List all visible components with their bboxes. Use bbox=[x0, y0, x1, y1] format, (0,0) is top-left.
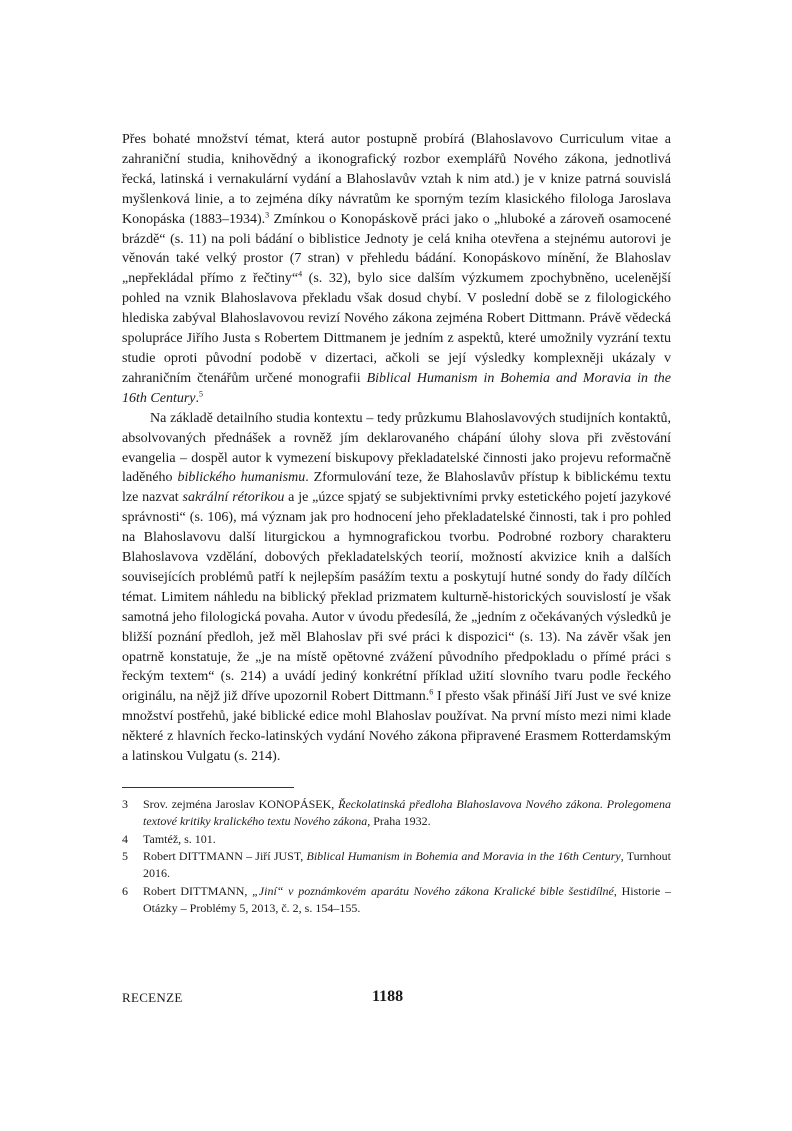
book-title: Biblical Humanism in Bohemia and Moravia in the 16th Century bbox=[122, 370, 672, 406]
section-label: RECENZE bbox=[122, 990, 183, 1005]
footnote-text: Robert DITTMANN – Jiří JUST, Biblical Humanism in Bohemia and Moravia in the 16th Century, Turnhout 2016. bbox=[143, 849, 671, 881]
text-run: Na základě detailního studia kontextu – tedy průzkumu Blahoslavových studijních kontaktů, absolvovaných přednášek a rovněž jím deklarovaného chápání úlohy slova při zvěstování evangelia – dospěl autor k vymezení biskupovy překladatelské činnosti jako projevu reformačně laděného bbox=[122, 410, 671, 486]
footnote-number: 4 bbox=[122, 831, 128, 846]
text-run: . Zformulování teze, že Blahoslavův přístup k biblickému textu lze nazvat bbox=[122, 470, 671, 506]
text-run: (s. 32), bylo sice dalším výzkumem zpochybněno, ucelenější pohled na vznik Blahoslavova překladu však dosud chybí. V poslední době se z filologického hlediska zabýval Blahoslavovou revizí Nového zákona zejména Robert Dittmann. Právě vědecká spolupráce Jiřího Justa s Robertem Dittmanem je jedním z aspektů, které umožnily vyzrání textu studie oproti původní podobě v dizertaci, ačkoli se její výsledky komplexněji ukázaly v zahraničním čtenářům určené monografii bbox=[122, 271, 671, 386]
text-run: I přesto však přináší Jiří Just ve své knize množství postřehů, jaké biblické edice mohl Blahoslav používat. Na první místo mezi nimi klade některé z hlavních řecko-latinských vydání Nového zákona připravené Erasmem Rotterdamským a latinskou Vulgatu (s. 214). bbox=[122, 689, 671, 765]
text-run: a je „úzce spjatý se subjektivními prvky estetického pojetí jazykové správnosti“ (s. 106), má význam jak pro hodnocení jeho překladatelské činnosti, tak i pro pohled na Blahoslavovu další liturgickou a hymnografickou tvorbu. Podrobné rozbory charakteru Blahoslavova vzdělání, dobových překladatelských teorií, možností akvizice knih a dalších souvisejících problémů patří k nejlepším pasážím textu a poskytují hutné sondy do řady dílčích témat. Limitem náhledu na biblický překlad prizmatem kulturně-historických souvislostí je však samotná jeho filologická povaha. Autor v úvodu předesílá, že „jedním z očekávaných výsledků je bližší poznání předloh, jež měl Blahoslav při své práci k dispozici“ (s. 13). Na závěr však jen opatrně konstatuje, že „je na místě opětovné zvážení původního předpokladu o přímé práci s řeckým textem“ (s. 214) a uvádí jediný konkrétní příklad užití slovního tvaru podle řeckého originálu, na nějž již dříve upozornil Robert Dittmann. bbox=[122, 490, 671, 705]
footnote-text: Tamtéž, s. 101. bbox=[143, 831, 216, 846]
emphasis: biblického humanismu bbox=[177, 470, 306, 486]
text-run: . bbox=[195, 390, 199, 406]
footnote-6 bbox=[122, 883, 671, 917]
footnote-3 bbox=[122, 796, 671, 830]
footnote-text: Robert DITTMANN, „Jiní“ v poznámkovém aparátu Nového zákona Kralické bible šestidílné, Historie – Otázky – Problémy 5, 2013, č. 2, s. 154–155. bbox=[143, 883, 671, 915]
footnote-5 bbox=[122, 848, 671, 882]
body-text bbox=[122, 130, 671, 767]
footnote-ref-3[interactable]: 3 bbox=[265, 209, 270, 219]
footnote-number: 3 bbox=[122, 797, 128, 811]
emphasis: sakrální rétorikou bbox=[182, 490, 285, 506]
footnote-number: 5 bbox=[122, 849, 128, 864]
footnote-divider bbox=[122, 787, 294, 788]
paragraph-1 bbox=[122, 130, 671, 409]
footnote-ref-4[interactable]: 4 bbox=[298, 269, 303, 279]
footnote-text: Srov. zejména Jaroslav KONOPÁSEK, Řeckolatinská předloha Blahoslavova Nového zákona. Prolegomena textové kritiky kralického textu Nového zákona, Praha 1932. bbox=[143, 797, 671, 828]
footnote-ref-5[interactable]: 5 bbox=[199, 389, 203, 399]
page-footer bbox=[122, 988, 671, 1010]
paragraph-2 bbox=[122, 409, 671, 767]
footnotes bbox=[122, 796, 671, 917]
footnote-number: 6 bbox=[122, 883, 128, 898]
footnote-ref-6[interactable]: 6 bbox=[429, 687, 434, 697]
page-content bbox=[122, 130, 671, 918]
footnote-4 bbox=[122, 831, 671, 848]
page-number: 1188 bbox=[372, 988, 404, 1005]
text-run: Přes bohaté množství témat, která autor postupně probírá (Blahoslavovo Curriculum vitae a zahraniční studia, knihovědný a ikonografický rozbor exemplářů Nového zákona, jednotlivá řecká, latinská i vernakulární vydání a Blahoslavův vztah k nim atd.) je v knize patrná souvislá myšlenková linie, a to zejména díky návratům ke sporným tezím klasického filologa Jaroslava Konopáska (1883–1934). bbox=[122, 132, 671, 227]
text-run: Zmínkou o Konopáskově práci jako o „hluboké a zároveň osamocené brázdě“ (s. 11) na poli bádání o biblistice Jednoty je celá kniha otevřena a stejnému autorovi je věnován také velký prostor (7 stran) v přehledu bádání. Konopáskovo mínění, že Blahoslav „nepřekládal přímo z řečtiny“ bbox=[122, 211, 671, 287]
